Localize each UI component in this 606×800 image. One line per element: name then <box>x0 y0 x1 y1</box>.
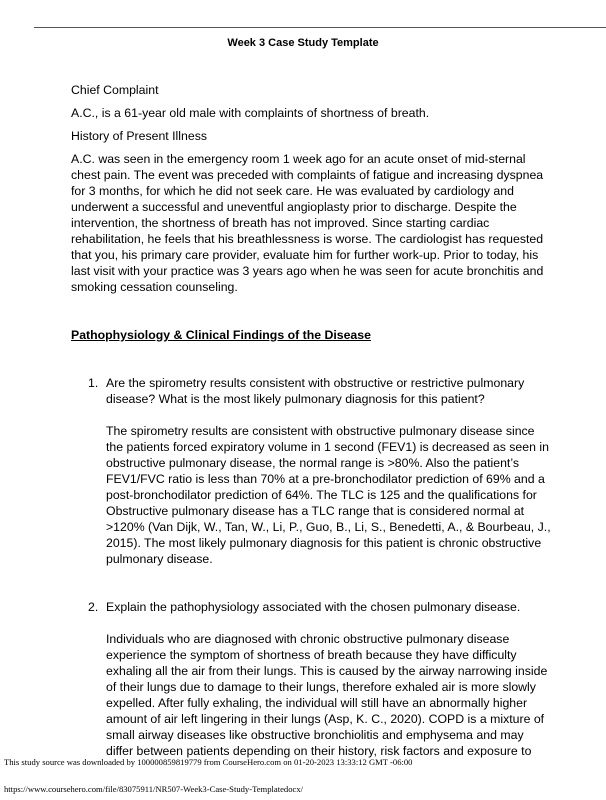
question-number: 2. <box>88 600 99 614</box>
question-item-2 <box>71 599 551 759</box>
hpi-label: History of Present Illness <box>71 129 207 143</box>
question-number: 1. <box>88 376 99 390</box>
question-text: Are the spirometry results consistent with obstructive or restrictive pulmonary disease? What is the most likely pulmonary diagnosis for this patient? <box>106 376 525 406</box>
section-heading: Pathophysiology & Clinical Findings of the Disease <box>71 328 371 342</box>
answer-text: Individuals who are diagnosed with chronic obstructive pulmonary disease experience the symptom of shortness of breath because they have difficulty exhaling all the air from their lungs. This is caused by the airway narrowing inside of their lungs due to damage to their lungs, therefore exhaled air is more slowly expelled. After fully exhaling, the individual will still have an abnormally higher amount of air left lingering in their lungs (Asp, K. C., 2020). COPD is a mixture of small airway diseases like obstructive bronchiolitis and emphysema and may differ between patients depending on their history, risk factors and exposure to <box>106 632 548 758</box>
source-url[interactable]: https://www.coursehero.com/file/83075911/NR507-Week3-Case-Study-Templatedocx/ <box>4 784 304 794</box>
chief-complaint-label: Chief Complaint <box>71 83 159 97</box>
chief-complaint-text: A.C., is a 61-year old male with complaints of shortness of breath. <box>71 106 430 120</box>
hpi-text: A.C. was seen in the emergency room 1 week ago for an acute onset of mid-sternal chest pain. The event was preceded with complaints of fatigue and increasing dyspnea for 3 months, for which he did not seek care. He was evaluated by cardiology and underwent a successful and uneventful angioplasty prior to discharge. Despite the intervention, the shortness of breath has not improved. Since starting cardiac rehabilitation, he feels that his breathlessness is worse. The cardiologist has requested that you, his primary care provider, evaluate him for further work-up. Prior to today, his last visit with your practice was 3 years ago when he was seen for acute bronchitis and smoking cessation counseling. <box>71 152 544 294</box>
download-notice: This study source was downloaded by 100000859819779 from CourseHero.com on 01-20-2023 13:33:12 GMT -06:00 <box>4 757 413 767</box>
question-item-1 <box>71 375 551 567</box>
header-rule <box>34 27 606 28</box>
answer-text: The spirometry results are consistent with obstructive pulmonary disease since the patients forced expiratory volume in 1 second (FEV1) is decreased as seen in obstructive pulmonary disease, the normal range is >80%. Also the patient’s FEV1/FVC ratio is less than 70% at a pre-bronchodilator prediction of 69% and a post-bronchodilator prediction of 64%. The TLC is 125 and the qualifications for Obstructive pulmonary disease has a TLC range that is considered normal at >120% (Van Dijk, W., Tan, W., Li, P., Guo, B., Li, S., Benedetti, A., & Bourbeau, J., 2015). The most likely pulmonary diagnosis for this patient is chronic obstructive pulmonary disease. <box>106 424 551 566</box>
question-text: Explain the pathophysiology associated with the chosen pulmonary disease. <box>106 600 521 614</box>
document-body <box>71 82 551 759</box>
document-title: Week 3 Case Study Template <box>227 37 379 49</box>
